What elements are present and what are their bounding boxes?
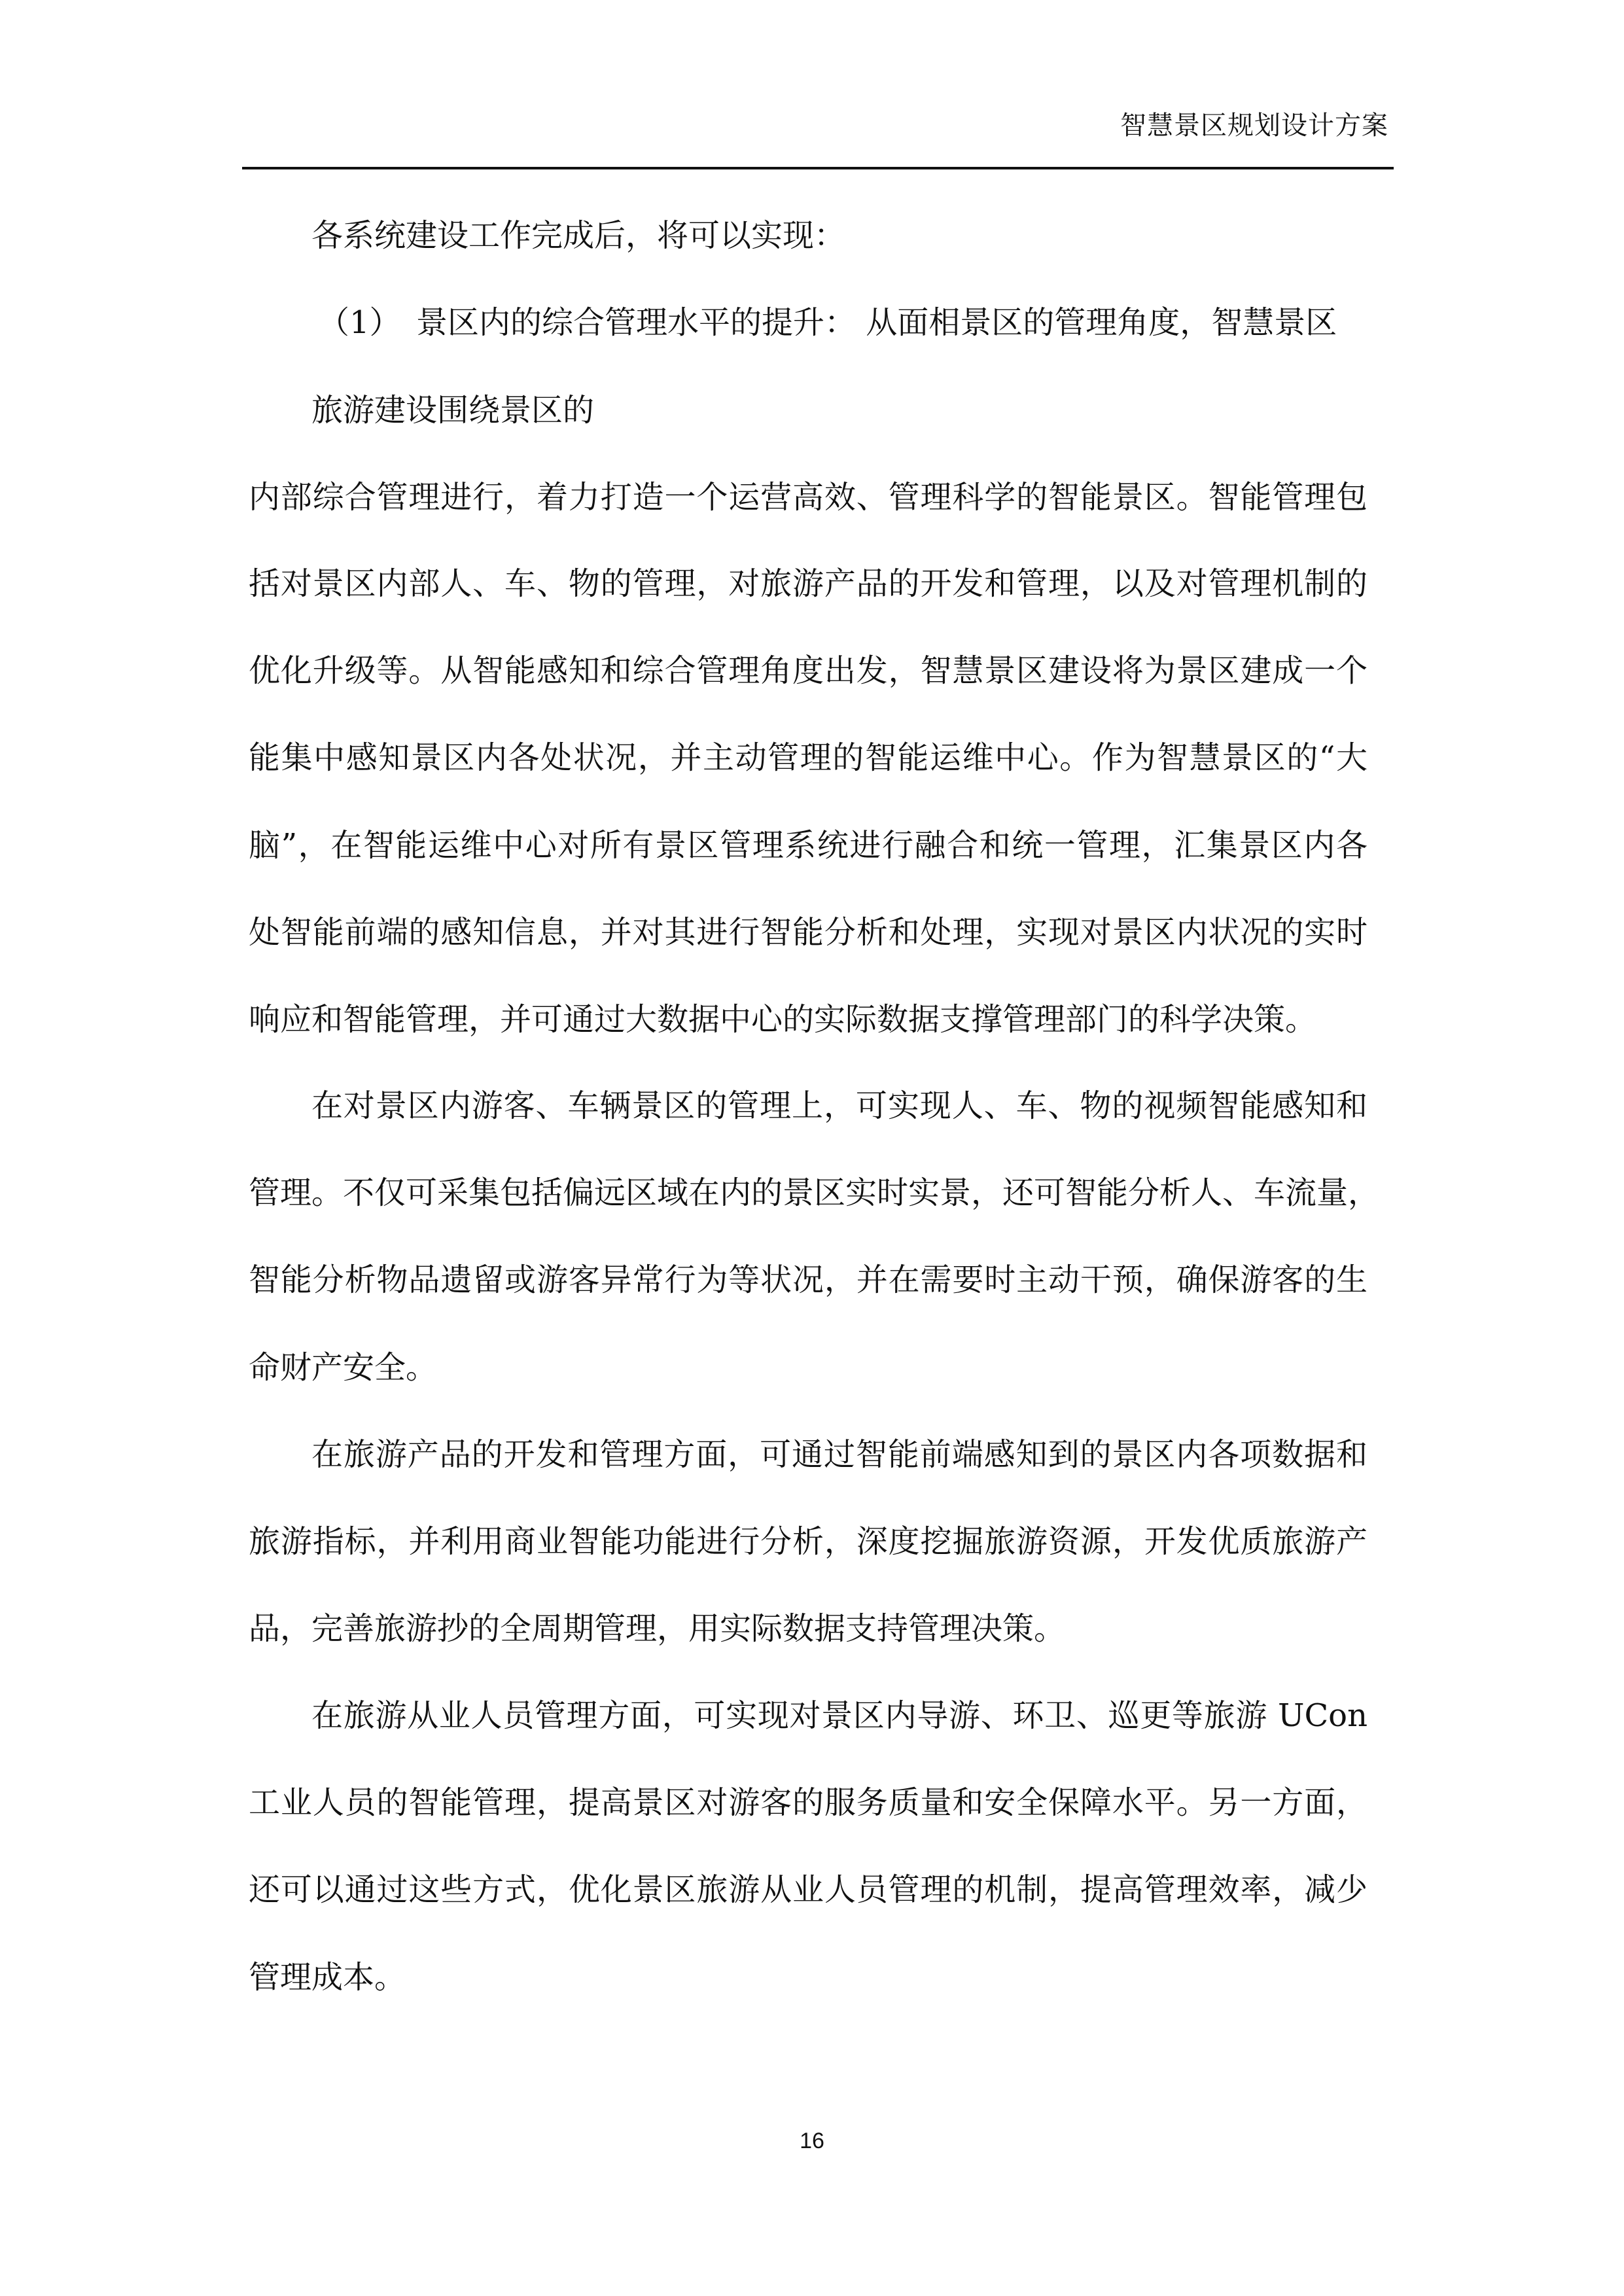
paragraph-line: 内部综合管理进行，着力打造一个运营高效、管理科学的智能景区。智能管理包 bbox=[249, 479, 1368, 516]
intro-text: 各系统建设工作完成后，将可以实现： bbox=[311, 217, 846, 254]
paragraph-line: 能集中感知景区内各处状况，并主动管理的智能运维中心。作为智慧景区的“大 bbox=[249, 739, 1368, 776]
list-item-1 bbox=[318, 303, 1368, 342]
paragraph-line: 脑”，在智能运维中心对所有景区管理系统进行融合和统一管理，汇集景区内各 bbox=[249, 827, 1368, 864]
paragraph-line: 工业人员的智能管理，提高景区对游客的服务质量和安全保障水平。另一方面， bbox=[249, 1784, 1368, 1821]
header-title: 智慧景区规划设计方案 bbox=[1120, 111, 1388, 141]
paragraph-line: 旅游指标，并利用商业智能功能进行分析，深度挖掘旅游资源，开发优质旅游产 bbox=[249, 1523, 1368, 1560]
paragraph-line: 命财产安全。 bbox=[249, 1349, 438, 1386]
list-item-1-continuation: 旅游建设围绕景区的 bbox=[311, 392, 595, 429]
paragraph-line: 优化升级等。从智能感知和综合管理角度出发，智慧景区建设将为景区建成一个 bbox=[249, 652, 1368, 689]
paragraph-line: 处智能前端的感知信息，并对其进行智能分析和处理，实现对景区内状况的实时 bbox=[249, 914, 1368, 951]
paragraph-line: 响应和智能管理，并可通过大数据中心的实际数据支撑管理部门的科学决策。 bbox=[249, 1001, 1317, 1038]
list-item-number: （1） bbox=[318, 304, 401, 341]
header-divider bbox=[242, 167, 1394, 169]
list-item-text: 景区内的综合管理水平的提升： 从面相景区的管理角度，智慧景区 bbox=[416, 304, 1337, 341]
paragraph-line: 智能分析物品遗留或游客异常行为等状况，并在需要时主动干预，确保游客的生 bbox=[249, 1262, 1368, 1298]
paragraph-line: 在对景区内游客、车辆景区的管理上，可实现人、车、物的视频智能感知和 bbox=[311, 1087, 1368, 1124]
paragraph-line: 括对景区内部人、车、物的管理，对旅游产品的开发和管理，以及对管理机制的 bbox=[249, 565, 1368, 602]
paragraph-line: 品，完善旅游抄的全周期管理，用实际数据支持管理决策。 bbox=[249, 1610, 1066, 1647]
paragraph-line: 在旅游产品的开发和管理方面，可通过智能前端感知到的景区内各项数据和 bbox=[311, 1436, 1368, 1473]
paragraph-line: 管理。不仅可采集包括偏远区域在内的景区实时实景，还可智能分析人、车流量， bbox=[249, 1174, 1380, 1211]
page-number: 16 bbox=[800, 2128, 824, 2153]
paragraph-line: 还可以通过这些方式，优化景区旅游从业人员管理的机制，提高管理效率，减少 bbox=[249, 1871, 1368, 1908]
paragraph-line: 管理成本。 bbox=[249, 1959, 406, 1996]
paragraph-line: 在旅游从业人员管理方面，可实现对景区内导游、环卫、巡更等旅游 UCon bbox=[311, 1697, 1368, 1734]
